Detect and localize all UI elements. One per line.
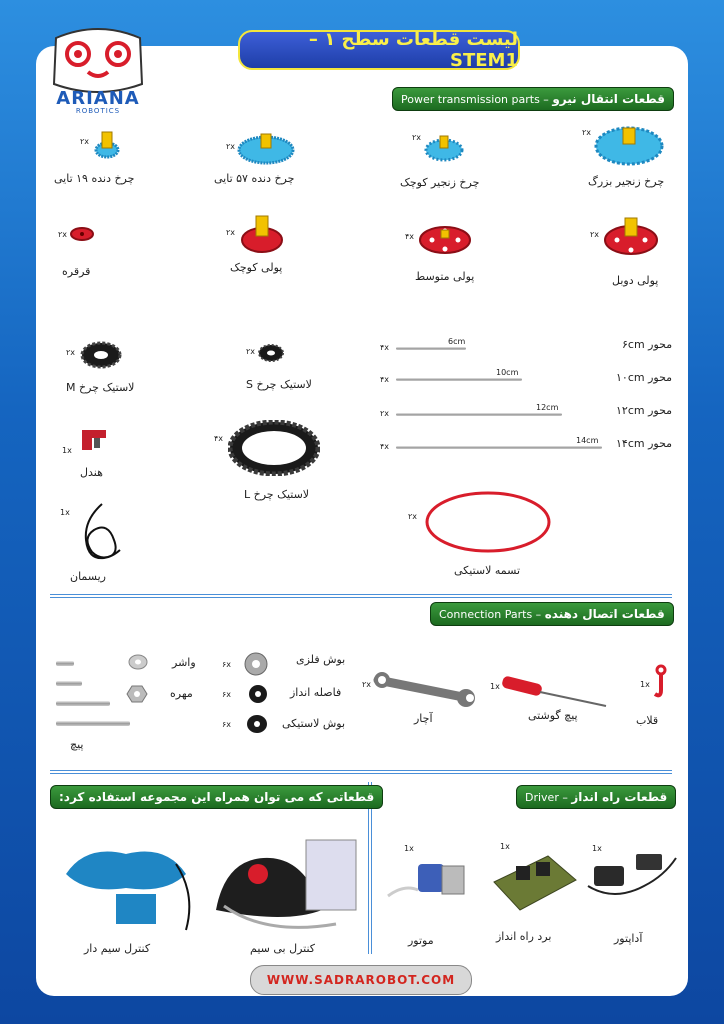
label-rod-6cm: محور ۶cm (622, 338, 673, 351)
washer-icon (128, 654, 148, 670)
metal-bushing-icon (244, 652, 268, 676)
double-pulley-icon (603, 212, 659, 256)
medium-pulley-icon (418, 216, 472, 256)
screw-2 (56, 681, 82, 686)
driver-header-en: Driver (525, 790, 559, 804)
small-pulley-icon (240, 212, 284, 254)
rod-6cm (396, 347, 466, 350)
label-adapter: آداپتور (614, 932, 643, 945)
qty-gear-57: ۲x (226, 142, 236, 151)
connection-section-header: قطعات اتصال دهنده – Connection Parts (430, 602, 674, 626)
nut-icon (126, 684, 148, 704)
qty-gear-19: ۲x (80, 137, 90, 146)
wrench-icon (372, 670, 478, 710)
logo-name: ARIANA (56, 88, 140, 109)
label-rod-14cm: محور ۱۴cm (616, 437, 673, 450)
label-nut: مهره (170, 687, 193, 700)
handle-icon (78, 426, 108, 454)
tire-m-icon (80, 340, 122, 370)
qty-string: 1x (60, 508, 70, 517)
qty-motor: 1x (404, 844, 414, 853)
qty-screwdriver: 1x (490, 682, 500, 691)
qty-tire-m: ۲x (66, 348, 76, 357)
label-motor: موتور (408, 934, 434, 947)
label-tire-s: لاستیک چرخ S (246, 378, 312, 391)
section-divider-1 (50, 594, 672, 598)
qty-wrench: ۲x (362, 680, 372, 689)
label-spacer: فاصله انداز (290, 686, 342, 699)
label-rod-12cm: محور ۱۲cm (616, 404, 673, 417)
small-sprocket-icon (424, 130, 464, 162)
gear-19-icon (94, 128, 120, 160)
adapter-icon (584, 846, 680, 902)
label-spool: قرقره (62, 265, 91, 278)
tire-l-icon (228, 420, 320, 476)
label-small-pulley: پولی کوچک (230, 261, 283, 274)
label-metal-bushing: بوش فلزی (296, 653, 346, 666)
label-string: ریسمان (70, 570, 106, 583)
logo-sub: ROBOTICS (75, 107, 121, 115)
qty-rubber-bushing: ۶x (222, 720, 232, 729)
screw-4 (56, 721, 130, 726)
qty-rubber-belt: ۲x (408, 512, 418, 521)
qty-adapter: 1x (592, 844, 602, 853)
qty-tire-s: ۲x (246, 347, 256, 356)
rod-6cm-size: 6cm (448, 337, 466, 346)
qty-driver-board: 1x (500, 842, 510, 851)
website-link[interactable]: WWW.SADRAROBOT.COM (250, 965, 472, 995)
label-screw: پیچ (70, 738, 84, 751)
label-screwdriver: پیچ گوشتی (528, 709, 578, 722)
spool-icon (70, 226, 94, 242)
qty-metal-bushing: ۶x (222, 660, 232, 669)
qty-hook: 1x (640, 680, 650, 689)
section-divider-2 (50, 770, 672, 774)
qty-tire-l: ۴x (214, 434, 224, 443)
label-medium-pulley: پولی متوسط (415, 270, 475, 283)
hook-icon (650, 664, 672, 704)
qty-handle: 1x (62, 446, 72, 455)
label-wireless-controller: کنترل بی سیم (250, 942, 316, 955)
screwdriver-icon (498, 674, 610, 710)
rod-12cm-size: 12cm (536, 403, 559, 412)
label-rod-10cm: محور ۱۰cm (616, 371, 673, 384)
driver-board-icon (488, 852, 578, 914)
qty-small-pulley: ۲x (226, 228, 236, 237)
qty-rod-14cm: ۴x (380, 442, 390, 451)
label-rubber-belt: تسمه لاستیکی (454, 564, 520, 577)
connection-header-en: Connection Parts (439, 607, 533, 621)
rod-10cm-size: 10cm (496, 368, 519, 377)
label-double-pulley: پولی دوبل (612, 274, 659, 287)
label-handle: هندل (80, 466, 103, 479)
label-tire-l: لاستیک چرخ L (244, 488, 310, 501)
label-washer: واشر (172, 656, 196, 669)
qty-rod-6cm: ۴x (380, 343, 390, 352)
label-gear-19: چرخ دنده ۱۹ تایی (54, 172, 135, 185)
connection-header-fa: قطعات اتصال دهنده (544, 607, 665, 621)
label-rubber-bushing: بوش لاستیکی (282, 717, 346, 730)
wireless-controller-icon (206, 836, 364, 938)
rod-14cm (396, 446, 602, 449)
page-title: لیست قطعات سطح ۱ – STEM1 (238, 30, 520, 70)
label-wrench: آچار (414, 712, 433, 725)
wired-controller-icon (56, 834, 206, 934)
power-header-fa: قطعات انتقال نیرو (552, 92, 665, 106)
label-tire-m: لاستیک چرخ M (66, 381, 135, 394)
usable-header-fa: قطعاتی که می توان همراه این مجموعه استفاده کرد: (59, 790, 375, 804)
label-gear-57: چرخ دنده ۵۷ تایی (214, 172, 295, 185)
qty-spacer: ۶x (222, 690, 232, 699)
label-large-sprocket: چرخ زنجیر بزرگ (588, 175, 665, 188)
spacer-icon (248, 684, 268, 704)
qty-medium-pulley: ۴x (405, 232, 415, 241)
qty-rod-10cm: ۴x (380, 375, 390, 384)
large-sprocket-icon (594, 118, 664, 166)
power-section-header: قطعات انتقال نیرو – Power transmission parts (392, 87, 674, 111)
qty-spool: ۲x (58, 230, 68, 239)
qty-large-sprocket: ۲x (582, 128, 592, 137)
qty-double-pulley: ۲x (590, 230, 600, 239)
tire-s-icon (258, 344, 284, 362)
driver-header-fa: قطعات راه انداز (571, 790, 668, 804)
rod-12cm (396, 413, 562, 416)
usable-section-header (50, 785, 383, 809)
label-small-sprocket: چرخ زنجیر کوچک (400, 176, 480, 189)
label-driver-board: برد راه انداز (496, 930, 552, 943)
rod-14cm-size: 14cm (576, 436, 599, 445)
screw-1 (56, 661, 74, 666)
screw-3 (56, 701, 110, 706)
rod-10cm (396, 378, 522, 381)
label-hook: قلاب (636, 714, 659, 727)
label-wired-controller: کنترل سیم دار (84, 942, 151, 955)
driver-section-header: قطعات راه انداز – Driver (516, 785, 676, 809)
rubber-bushing-icon (246, 714, 268, 734)
gear-57-icon (237, 126, 295, 166)
power-header-en: Power transmission parts (401, 92, 540, 106)
qty-small-sprocket: ۲x (412, 133, 422, 142)
string-icon (74, 500, 128, 566)
rubber-belt-icon (424, 490, 552, 554)
motor-icon (384, 854, 472, 914)
qty-rod-12cm: ۲x (380, 409, 390, 418)
